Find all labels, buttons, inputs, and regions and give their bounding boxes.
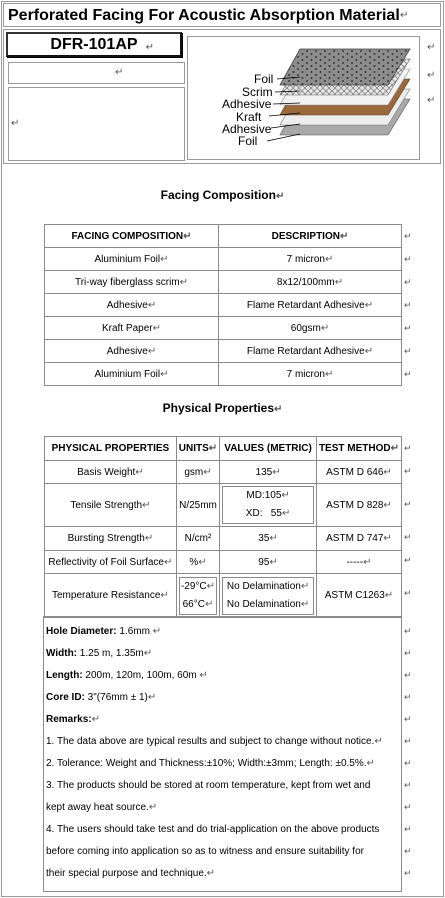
return-mark: ↵ — [404, 231, 412, 241]
return-mark: ↵ — [404, 346, 412, 356]
remark-4: 4. The users should take test and do trial-application on the above products — [46, 824, 380, 835]
cell: ASTM C1263↵ — [316, 574, 401, 618]
tensile-values: MD:105↵ XD: 55↵ — [222, 486, 314, 524]
cell: Basis Weight↵ — [45, 461, 177, 484]
remark-3-cont: kept away heat source.↵ — [46, 802, 158, 813]
physical-heading — [0, 401, 445, 415]
cell: No Delamination↵ No Delamination↵ — [220, 574, 317, 618]
cell: Reflectivity of Foil Surface↵ — [45, 551, 177, 574]
table-row — [45, 294, 402, 317]
return-mark: ↵ — [404, 736, 412, 746]
cell: -29°C↵ 66°C↵ — [176, 574, 219, 618]
return-mark: ↵ — [404, 466, 412, 476]
cell: 35↵ — [220, 527, 317, 551]
table-row — [45, 484, 402, 527]
label-adhesive-top: Adhesive — [222, 97, 272, 111]
blank-cell-1 — [8, 62, 185, 84]
return-mark: ↵ — [404, 846, 412, 856]
note-width: Width: 1.25 m, 1.35m↵ — [46, 648, 153, 659]
remark-4-cont2: their special purpose and technique.↵ — [46, 868, 216, 879]
table-row — [45, 340, 402, 363]
return-mark: ↵ — [404, 670, 412, 680]
note-hole: Hole Diameter: 1.6mm ↵ — [46, 626, 162, 637]
model-code-text: DFR-101AP — [50, 36, 138, 53]
header-cell: VALUES (METRIC) — [220, 437, 317, 461]
note-core: Core ID: 3"(76mm ± 1)↵ — [46, 692, 157, 703]
return-mark: ↵ — [404, 443, 412, 453]
return-mark: ↵ — [115, 67, 124, 78]
header-cell: PHYSICAL PROPERTIES — [45, 437, 177, 461]
cell: N/cm² — [176, 527, 219, 551]
cell: Flame Retardant Adhesive↵ — [219, 294, 402, 317]
return-mark: ↵ — [404, 626, 412, 636]
composition-table — [44, 224, 402, 386]
remark-4-cont1: before coming into application so as to witness and ensure suitability for — [46, 846, 364, 857]
cell: Flame Retardant Adhesive↵ — [219, 340, 402, 363]
cell: Temperature Resistance↵ — [45, 574, 177, 618]
notes-box — [43, 616, 402, 892]
cell: 135↵ — [220, 461, 317, 484]
table-row — [45, 461, 402, 484]
cell: gsm↵ — [176, 461, 219, 484]
label-scrim: Scrim — [242, 85, 273, 99]
return-mark: ↵ — [404, 758, 412, 768]
cell: 7 micron↵ — [219, 363, 402, 386]
composition-heading — [0, 188, 445, 202]
return-mark: ↵ — [404, 499, 412, 509]
label-adhesive-bottom: Adhesive — [222, 122, 272, 136]
cell: Aluminium Foil↵ — [45, 248, 219, 271]
return-mark: ↵ — [275, 191, 285, 202]
return-mark: ↵ — [404, 532, 412, 542]
return-mark: ↵ — [404, 300, 412, 310]
table-row — [45, 527, 402, 551]
remark-2: 2. Tolerance: Weight and Thickness:±10%; Width:±3mm; Length: ±0.5%.↵ — [46, 758, 375, 769]
return-mark: ↵ — [427, 42, 436, 53]
composition-heading-text: Facing Composition — [160, 188, 276, 202]
note-length: Length: 200m, 120m, 100m, 60m ↵ — [46, 670, 208, 681]
cell: -----↵ — [316, 551, 401, 574]
return-mark: ↵ — [404, 588, 412, 598]
table-header-row — [45, 225, 402, 248]
return-mark: ↵ — [404, 802, 412, 812]
table-row — [45, 551, 402, 574]
return-mark: ↵ — [145, 42, 154, 53]
return-mark: ↵ — [404, 824, 412, 834]
cell: 7 micron↵ — [219, 248, 402, 271]
cell: N/25mm — [176, 484, 219, 527]
title-bar — [3, 3, 441, 27]
cell: 8x12/100mm↵ — [219, 271, 402, 294]
return-mark: ↵ — [400, 10, 409, 21]
return-mark: ↵ — [404, 868, 412, 878]
return-mark: ↵ — [404, 692, 412, 702]
remark-1: 1. The data above are typical results and subject to change without notice.↵ — [46, 736, 383, 747]
return-mark: ↵ — [404, 714, 412, 724]
table-row — [45, 248, 402, 271]
physical-table — [44, 436, 402, 618]
table-row — [45, 271, 402, 294]
cell: Bursting Strength↵ — [45, 527, 177, 551]
header-cell: TEST METHOD↵ — [316, 437, 401, 461]
label-kraft: Kraft — [236, 110, 262, 124]
header-cell: FACING COMPOSITION↵ — [45, 225, 219, 248]
physical-heading-text: Physical Properties — [162, 401, 274, 415]
layer-foil-top — [280, 49, 410, 85]
cell: Adhesive↵ — [45, 340, 219, 363]
return-mark: ↵ — [274, 404, 283, 415]
cell: ASTM D 828↵ — [316, 484, 401, 527]
cell: Tensile Strength↵ — [45, 484, 177, 527]
table-row — [45, 363, 402, 386]
return-mark: ↵ — [427, 95, 436, 106]
layer-diagram — [187, 36, 420, 160]
table-header-row — [45, 437, 402, 461]
cell: Kraft Paper↵ — [45, 317, 219, 340]
page-title: Perforated Facing For Acoustic Absorption Material — [8, 7, 400, 24]
cell — [220, 484, 317, 527]
label-foil-bottom: Foil — [238, 134, 258, 148]
return-mark: ↵ — [427, 70, 436, 81]
return-mark: ↵ — [11, 118, 20, 129]
blank-cell-2 — [8, 87, 185, 161]
header-cell: UNITS↵ — [176, 437, 219, 461]
cell: %↵ — [176, 551, 219, 574]
cell: Tri-way fiberglass scrim↵ — [45, 271, 219, 294]
return-mark: ↵ — [404, 277, 412, 287]
cell: Adhesive↵ — [45, 294, 219, 317]
return-mark: ↵ — [404, 780, 412, 790]
return-mark: ↵ — [404, 323, 412, 333]
note-remarks-label: Remarks:↵ — [46, 714, 100, 725]
cell: 95↵ — [220, 551, 317, 574]
cell: 60gsm↵ — [219, 317, 402, 340]
cell: ASTM D 747↵ — [316, 527, 401, 551]
return-mark: ↵ — [404, 369, 412, 379]
return-mark: ↵ — [404, 648, 412, 658]
table-row — [45, 574, 402, 618]
layer-diagram-svg — [188, 37, 419, 159]
return-mark: ↵ — [404, 254, 412, 264]
label-foil-top: Foil — [254, 72, 274, 86]
table-row — [45, 317, 402, 340]
return-mark: ↵ — [404, 555, 412, 565]
remark-3: 3. The products should be stored at room temperature, kept from wet and — [46, 780, 371, 791]
header-cell: DESCRIPTION↵ — [219, 225, 402, 248]
cell: ASTM D 646↵ — [316, 461, 401, 484]
layer-labels — [222, 72, 273, 148]
model-code — [6, 32, 182, 57]
cell: Aluminium Foil↵ — [45, 363, 219, 386]
